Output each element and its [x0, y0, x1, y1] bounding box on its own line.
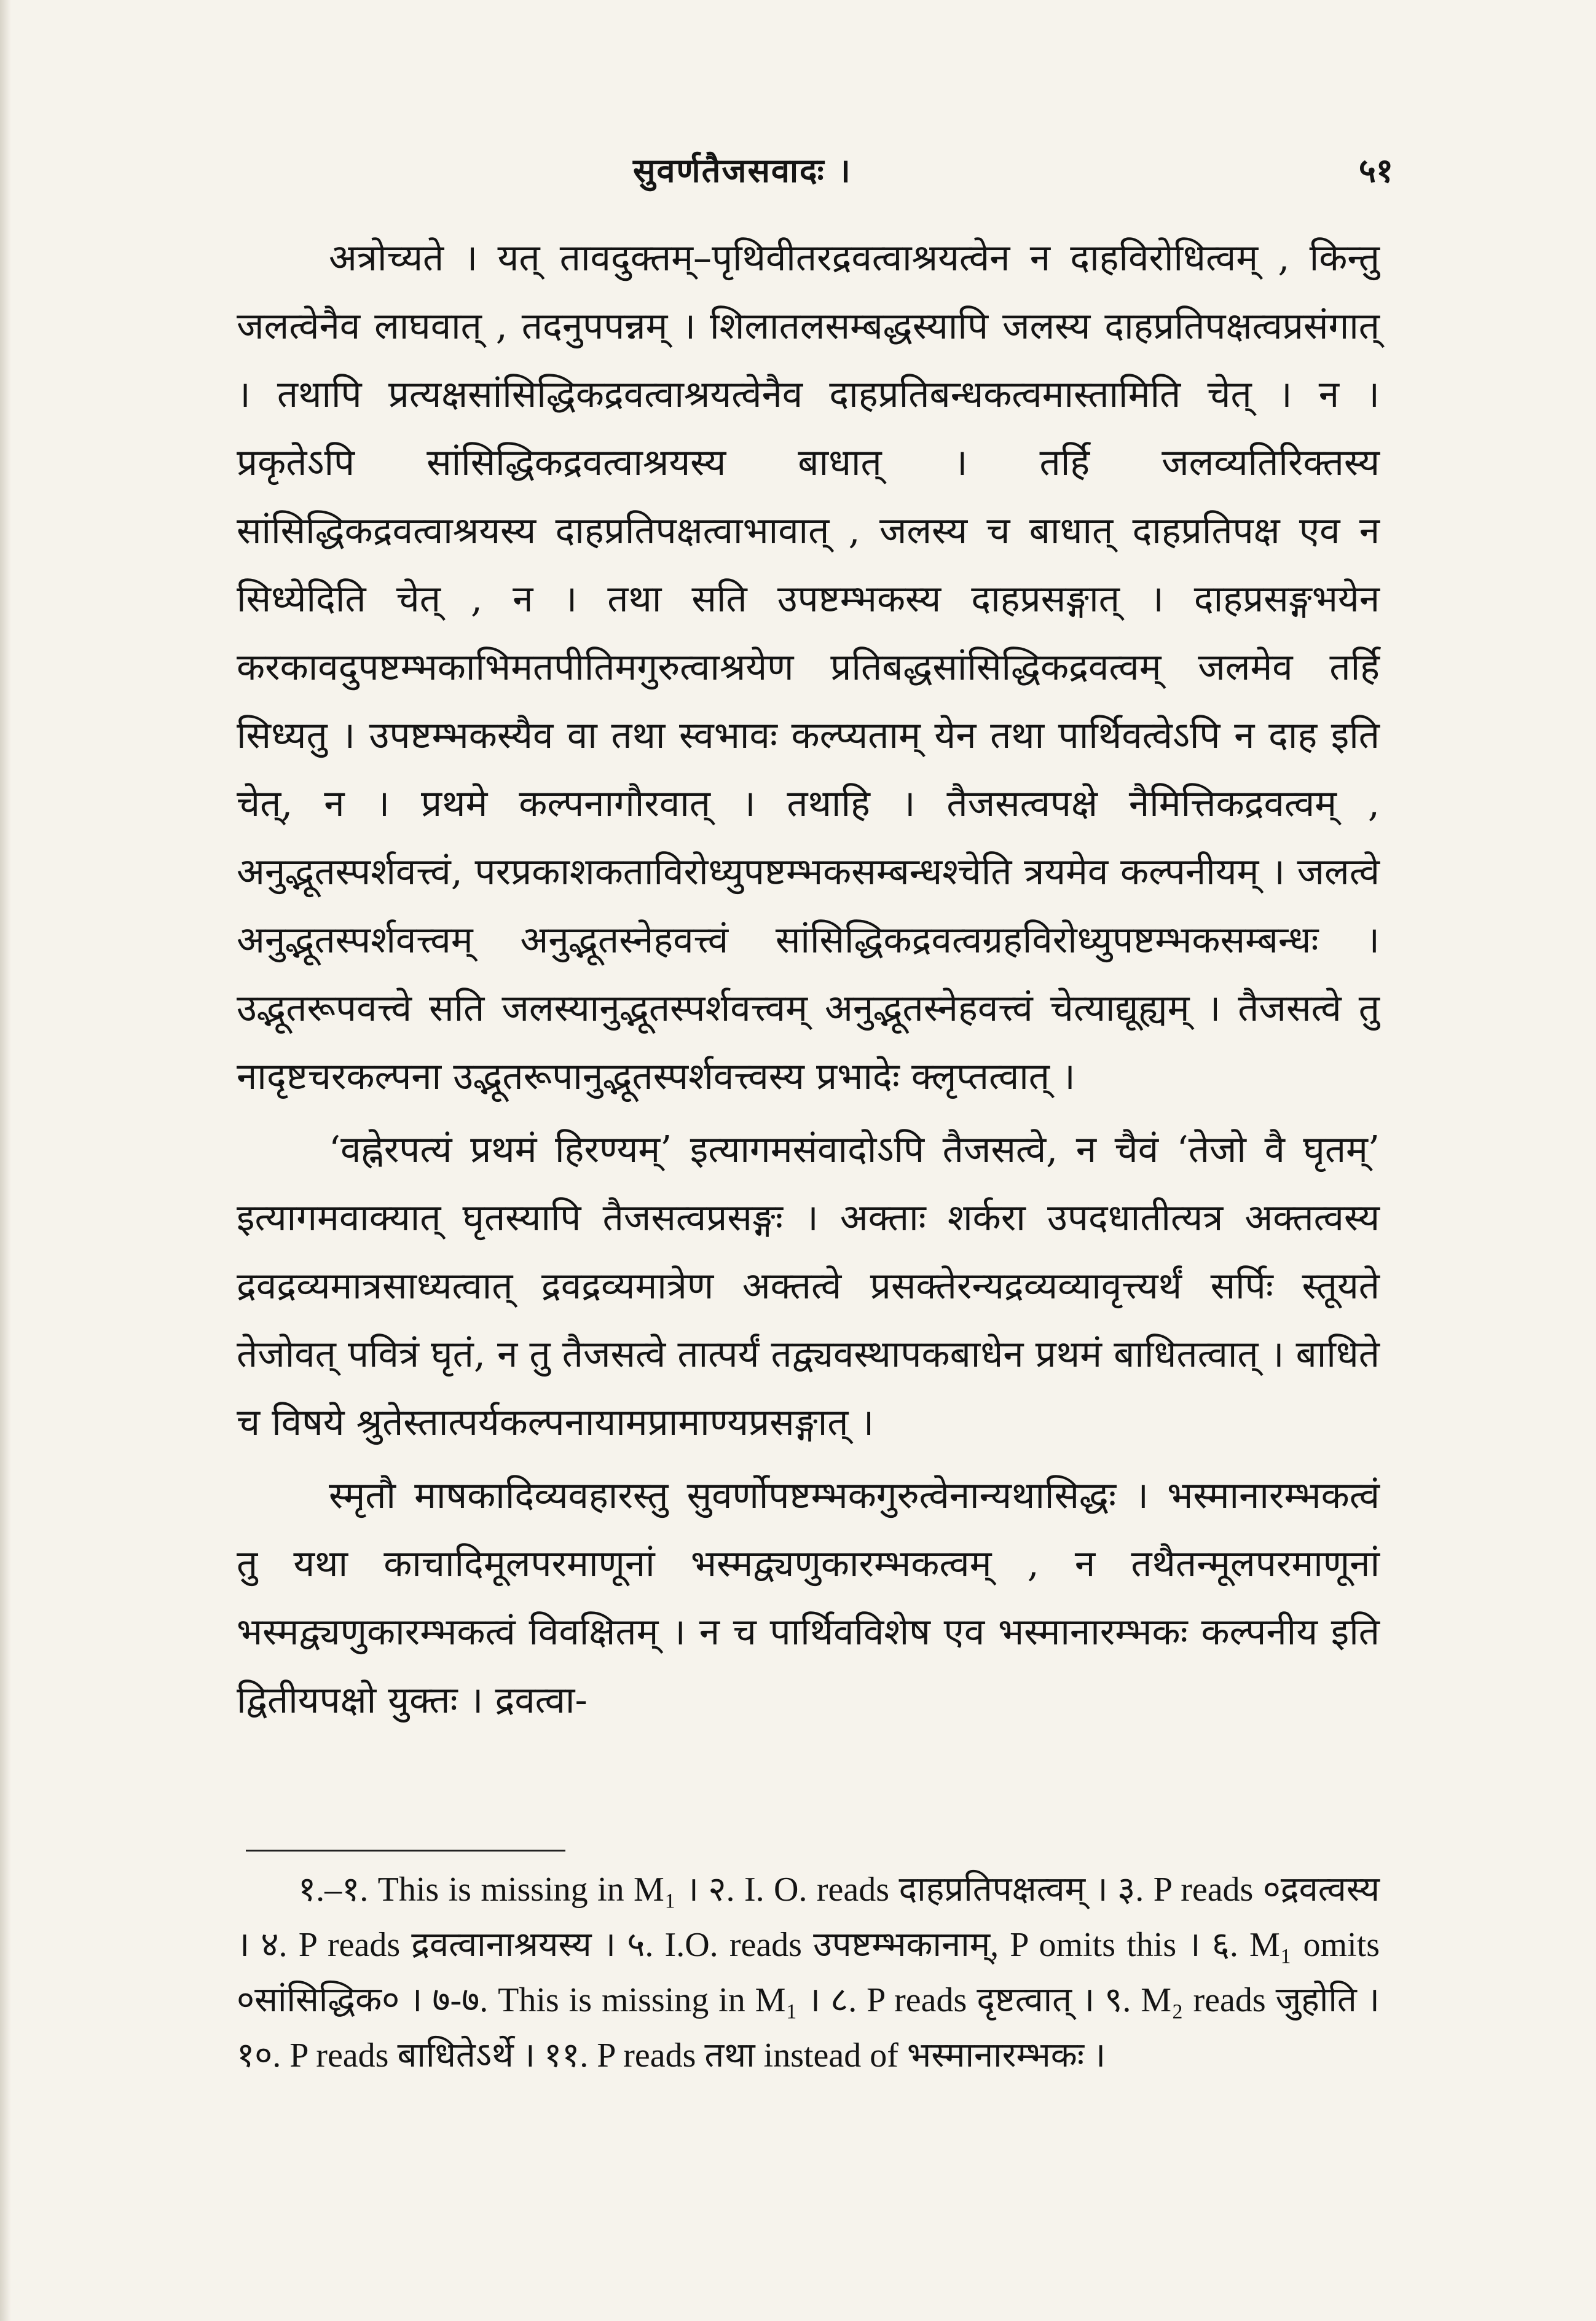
paragraph-3: स्मृतौ माषकादिव्यवहारस्तु सुवर्णोपष्टम्भकगुरुत्वेनान्यथासिद्धः । भस्मानारम्भकत्वं तु यथा काचादिमूलपरमाणूनां भस्मद्व्यणुकारम्भकत्वम् , न तथैतन्मूलपरमाणूनां भस्मद्व्यणुकारम्भकत्वं विवक्षितम् । न च पार्थिवविशेष एव भस्मानारम्भकः कल्पनीय इति द्वितीयपक्षो युक्तः । द्रवत्वा-: [237, 1474, 1380, 1722]
page-number: ५१: [1358, 151, 1393, 190]
paragraph-1: अत्रोच्यते । यत् तावदुक्तम्–पृथिवीतरद्रवत्वाश्रयत्वेन न दाहविरोधित्वम् , किन्तु जलत्वेनैव लाघवात् , तदनुपपन्नम् । शिलातलसम्बद्धस्यापि जलस्य दाहप्रतिपक्षत्वप्रसंगात् । तथापि प्रत्यक्षसांसिद्धिकद्रवत्वाश्रयत्वेनैव दाहप्रतिबन्धकत्वमास्तामिति चेत् । न । प्रकृतेऽपि सांसिद्धिकद्रवत्वाश्रयस्य बाधात् । तर्हि जलव्यतिरिक्तस्य सांसिद्धिकद्रवत्वाश्रयस्य दाहप्रतिपक्षत्वाभावात् , जलस्य च बाधात् दाहप्रतिपक्ष एव न सिध्येदिति चेत् , न । तथा सति उपष्टम्भकस्य दाहप्रसङ्गात् । दाहप्रसङ्गभयेन करकावदुपष्टम्भकाभिमतपीतिमगुरुत्वाश्रयेण प्रतिबद्धसांसिद्धिकद्रवत्वम् जलमेव तर्हि सिध्यतु । उपष्टम्भकस्यैव वा तथा स्वभावः कल्प्यताम् येन तथा पार्थिवत्वेऽपि न दाह इति चेत्, न । प्रथमे कल्पनागौरवात् । तथाहि । तैजसत्वपक्षे नैमित्तिकद्रवत्वम् , अनुद्भूतस्पर्शवत्त्वं, परप्रकाशकताविरोध्युपष्टम्भकसम्बन्धश्चेति त्रयमेव कल्पनीयम् । जलत्वे अनुद्भूतस्पर्शवत्त्वम् अनुद्भूतस्नेहवत्त्वं सांसिद्धिकद्रवत्वग्रहविरोध्युपष्टम्भकसम्बन्धः । उद्भूतरूपवत्त्वे सति जलस्यानुद्भूतस्पर्शवत्त्वम् अनुद्भूतस्नेहवत्त्वं चेत्याद्यूह्यम् । तैजसत्वे तु नादृष्टचरकल्पना उद्भूतरूपानुद्भूतस्पर्शवत्त्वस्य प्रभादेः क्लृप्तत्वात् ।: [237, 237, 1380, 1098]
footnotes: [237, 1862, 1380, 2083]
footnote-divider: [246, 1850, 565, 1852]
main-text: [237, 224, 1380, 1740]
footnote-text: १.–१. This is missing in M₁ । २. I. O. reads दाहप्रतिपक्षत्वम् । ३. P reads ०द्रवत्वस्य । ४. P reads द्रवत्वानाश्रयस्य । ५. I.O. reads उपष्टम्भकानाम्, P omits this । ६. M₁ omits ०सांसिद्धिक० । ७-७. This is missing in M₁ । ८. P reads दृष्टत्वात् । ९. M₂ reads जुहोति । १०. P reads बाधितेऽर्थे । ११. P reads तथा instead of भस्मानारम्भकः ।: [237, 1871, 1380, 2075]
running-head-title: सुवर्णतैजसवादः ।: [633, 151, 852, 190]
scan-edge-shadow: [0, 0, 11, 2321]
paragraph-2: ‘वह्नेरपत्यं प्रथमं हिरण्यम्’ इत्यागमसंवादोऽपि तैजसत्वे, न चैवं ‘तेजो वै घृतम्’ इत्यागमवाक्यात् घृतस्यापि तैजसत्वप्रसङ्गः । अक्ताः शर्करा उपदधातीत्यत्र अक्तत्वस्य द्रवद्रव्यमात्रसाध्यत्वात् द्रवद्रव्यमात्रेण अक्तत्वे प्रसक्तेरन्यद्रव्यव्यावृत्त्यर्थं सर्पिः स्तूयते तेजोवत् पवित्रं घृतं, न तु तैजसत्वे तात्पर्यं तद्व्यवस्थापकबाधेन प्रथमं बाधितत्वात् । बाधिते च विषये श्रुतेस्तात्पर्यकल्पनायामप्रामाण्यप्रसङ्गात् ।: [237, 1128, 1380, 1444]
